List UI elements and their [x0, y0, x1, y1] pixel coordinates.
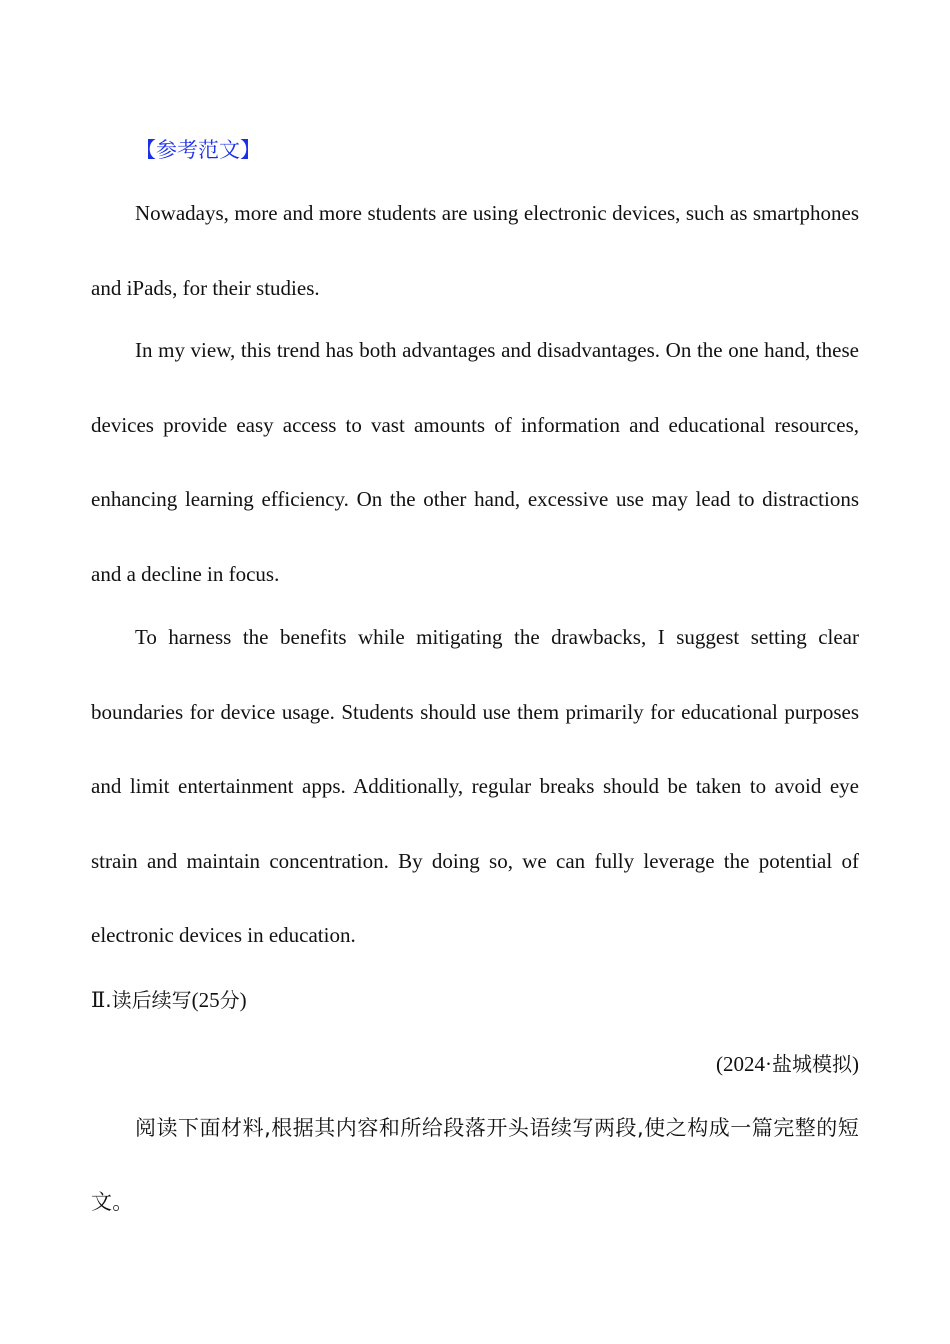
section-score-close: ) — [239, 988, 247, 1012]
task-instruction: 阅读下面材料,根据其内容和所给段落开头语续写两段,使之构成一篇完整的短文。 — [91, 1116, 859, 1214]
source-year: (2024· — [716, 1052, 772, 1076]
section-numeral: Ⅱ — [91, 988, 106, 1012]
essay-paragraph-1: Nowadays, more and more students are using electronic devices, such as smartphones and iPads, for their studies. — [91, 201, 859, 300]
source-close: ) — [852, 1052, 859, 1076]
question-source — [716, 1048, 859, 1077]
essay-paragraph-2: In my view, this trend has both advantages and disadvantages. On the one hand, these devices provide easy access to vast amounts of information and educational resources, enhancing learning efficiency. On the other hand, excessive use may lead to distractions and a decline in focus. — [91, 338, 859, 586]
section-name: .读后续写 — [105, 988, 192, 1012]
reference-essay-heading: 【参考范文】 — [135, 138, 261, 162]
essay-paragraph-3: To harness the benefits while mitigating the drawbacks, I suggest setting clear boundaries for device usage. Students should use them primarily for educational purposes and limit entertainment apps. Additionally, regular breaks should be taken to avoid eye strain and maintain concentration. By doing so, we can fully leverage the potential of electronic devices in education. — [91, 625, 859, 948]
section-score: (25 — [191, 988, 220, 1012]
section-score-unit: 分 — [219, 988, 240, 1012]
section-title — [91, 984, 247, 1013]
source-place: 盐城模拟 — [772, 1052, 852, 1076]
